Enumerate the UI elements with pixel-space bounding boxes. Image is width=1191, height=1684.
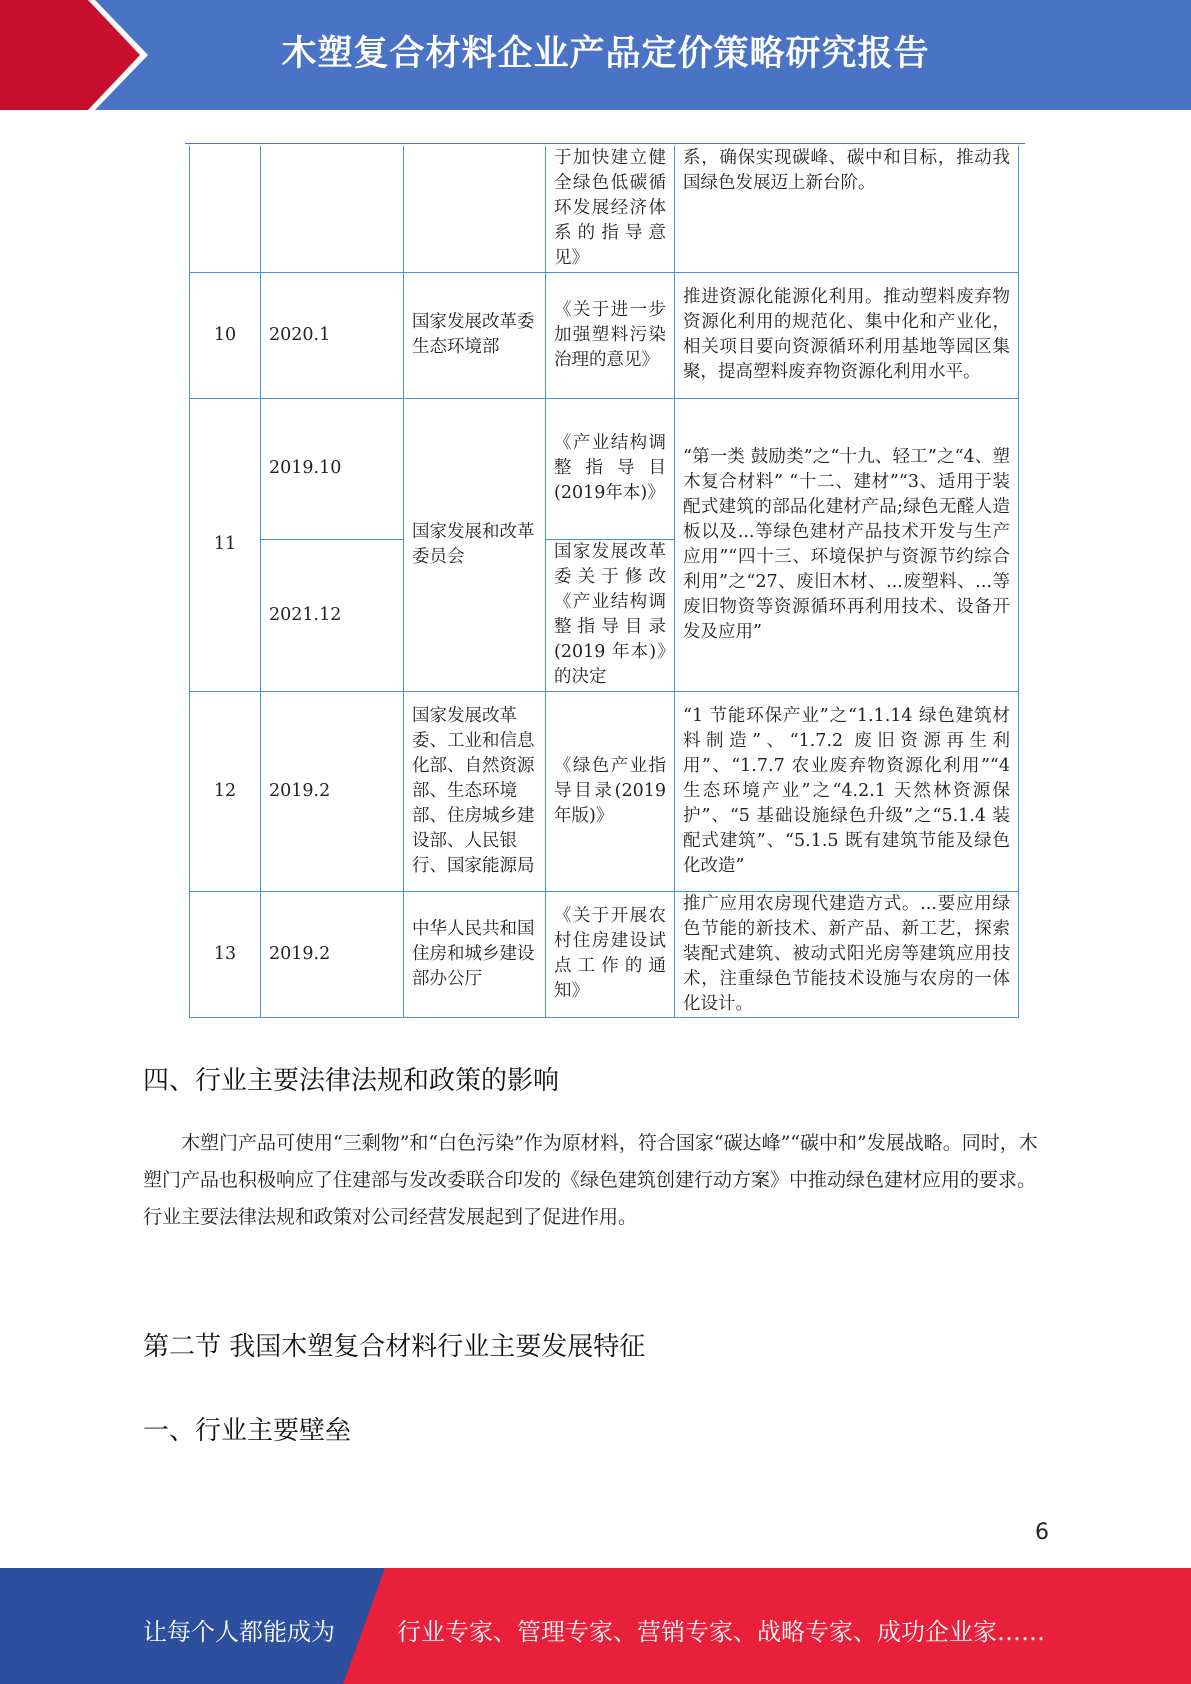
table-row — [190, 272, 1019, 398]
cell-doc: 《关于进一步加强塑料污染治理的意见》 — [546, 272, 675, 398]
section-heading: 四、行业主要法律法规和政策的影响 — [143, 1066, 560, 1096]
footer-slogan-right: 行业专家、管理专家、营销专家、战略专家、成功企业家…… — [397, 1618, 1045, 1646]
report-title: 木塑复合材料企业产品定价策略研究报告 — [281, 34, 930, 74]
cell-doc: 国家发展改革委关于修改《产业结构调整指导目录 (2019 年本)》的决定 — [546, 539, 675, 691]
header-banner — [0, 0, 1191, 110]
cell-content: 推广应用农房现代建造方式。...要应用绿色节能的新技术、新产品、新工艺，探索装配式建筑、被动式阳光房等建筑应用技术，注重绿色节能技术设施与农房的一体化设计。 — [675, 891, 1019, 1017]
cell-content: “1 节能环保产业”之“1.1.14 绿色建筑材料制造”、“1.7.2 废旧资源再生利用”、“1.7.7 农业废弃物资源化利用”“4 生态环境产业”之“4.2.1 天然林资源保护”、“5 基础设施绿色升级”之“5.1.4 装配式建筑”、“5.1.5 既有建筑节能及绿色化改造” — [675, 691, 1019, 891]
cell-no: 12 — [190, 691, 261, 891]
cell-date — [261, 146, 404, 272]
cell-no: 11 — [190, 398, 261, 691]
table-row — [190, 691, 1019, 891]
table-top-line — [185, 143, 1025, 144]
cell-content: 系，确保实现碳峰、碳中和目标，推动我国绿色发展迈上新台阶。 — [675, 146, 1019, 272]
cell-no: 10 — [190, 272, 261, 398]
policy-table — [189, 146, 1019, 1018]
cell-date: 2019.2 — [261, 691, 404, 891]
cell-date: 2019.10 — [261, 398, 404, 539]
paragraph-text: 木塑门产品可使用“三剩物”和“白色污染”作为原材料，符合国家“碳达峰”“碳中和”发展战略。同时，木塑门产品也积极响应了住建部与发改委联合印发的《绿色建筑创建行动方案》中推动绿色建材应用的要求。行业主要法律法规和政策对公司经营发展起到了促进作用。 — [143, 1132, 1038, 1228]
cell-dept: 国家发展改革委生态环境部 — [404, 272, 546, 398]
cell-no — [190, 146, 261, 272]
cell-doc: 《关于开展农村住房建设试点工作的通知》 — [546, 891, 675, 1017]
cell-date: 2020.1 — [261, 272, 404, 398]
table-row — [190, 398, 1019, 539]
cell-dept: 国家发展和改革委员会 — [404, 398, 546, 691]
cell-doc: 于加快建立健全绿色低碳循环发展经济体系的指导意见》 — [546, 146, 675, 272]
cell-doc: 《产业结构调整指导目(2019年本)》 — [546, 398, 675, 539]
cell-content: 推进资源化能源化利用。推动塑料废弃物资源化利用的规范化、集中化和产业化，相关项目要向资源循环利用基地等园区集聚，提高塑料废弃物资源化利用水平。 — [675, 272, 1019, 398]
section-heading: 第二节 我国木塑复合材料行业主要发展特征 — [143, 1332, 646, 1362]
cell-dept — [404, 146, 546, 272]
page-number: 6 — [1035, 1520, 1049, 1545]
section-heading: 一、行业主要壁垒 — [143, 1416, 352, 1446]
cell-dept: 国家发展改革委、工业和信息化部、自然资源部、生态环境部、住房城乡建设部、人民银行、国家能源局 — [404, 691, 546, 891]
cell-date: 2019.2 — [261, 891, 404, 1017]
cell-no: 13 — [190, 891, 261, 1017]
cell-date: 2021.12 — [261, 539, 404, 691]
cell-dept: 中华人民共和国住房和城乡建设部办公厅 — [404, 891, 546, 1017]
footer-slogan-left: 让每个人都能成为 — [143, 1618, 335, 1646]
body-paragraph — [143, 1125, 1048, 1236]
cell-content: “第一类 鼓励类”之“十九、轻工”之“4、塑木复合材料” “十二、建材”“3、适用于装配式建筑的部品化建材产品;绿色无醛人造板以及...等绿色建材产品技术开发与生产应用”“四十三、环境保护与资源节约综合利用”之“27、废旧木材、...废塑料、...等废旧物资等资源循环再利用技术、设备开发及应用” — [675, 398, 1019, 691]
table-row — [190, 891, 1019, 1017]
cell-doc: 《绿色产业指导目录(2019年版)》 — [546, 691, 675, 891]
table-row — [190, 146, 1019, 272]
